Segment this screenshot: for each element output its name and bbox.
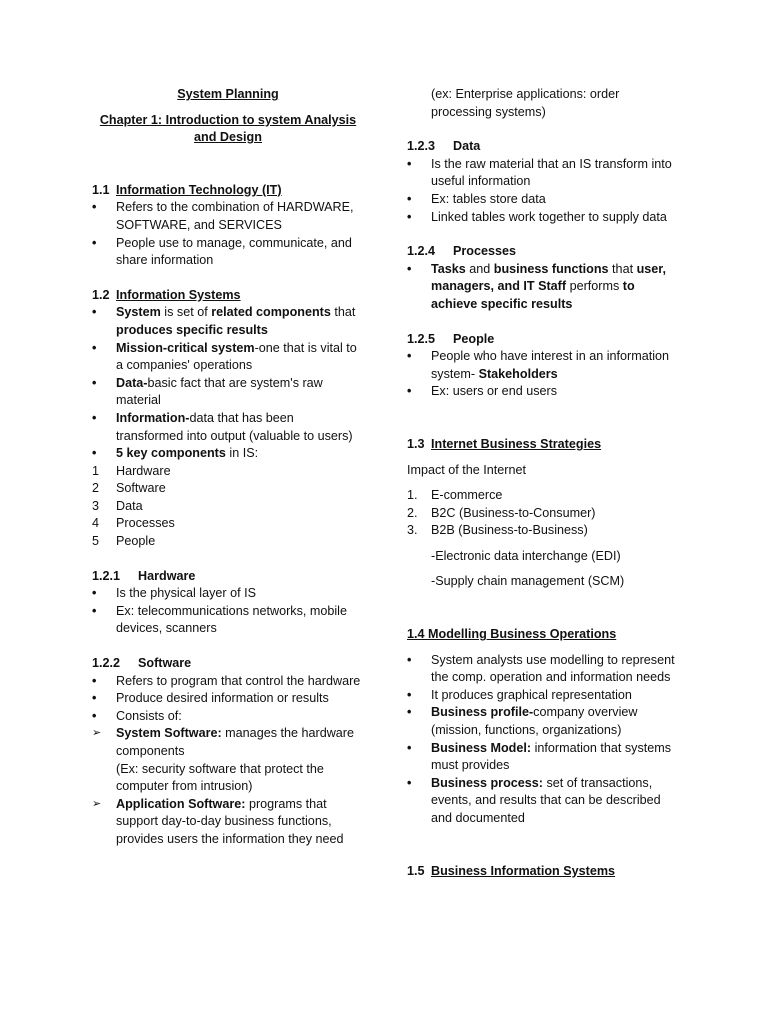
section-1-2-heading: 1.2 Information Systems	[92, 287, 241, 302]
list-item: • Business Model: information that systems must provides	[407, 740, 682, 775]
list-item: • Refers to the combination of HARDWARE, SOFTWARE, and SERVICES	[92, 199, 364, 234]
list-item: • System is set of related components that produces specific results	[92, 304, 364, 339]
document-title: System Planning	[177, 87, 279, 101]
list-item: 5 People	[92, 534, 156, 549]
list-item: • Is the raw material that an IS transform into useful information	[407, 156, 682, 191]
list-item: • Consists of:	[92, 708, 364, 726]
list-item: • Ex: telecommunications networks, mobile devices, scanners	[92, 603, 364, 638]
section-1-1-list	[92, 199, 364, 269]
list-item: • Information-data that has been transformed into output (valuable to users)	[92, 410, 364, 445]
list-item: • Linked tables work together to supply data	[407, 209, 682, 227]
list-item: • Tasks and business functions that user, managers, and IT Staff performs to achieve specific results	[407, 261, 682, 314]
internet-impact-list	[407, 487, 682, 540]
section-1-2-3-list	[407, 156, 682, 226]
section-1-2-2-list	[92, 673, 364, 726]
section-1-2-5-list	[407, 348, 682, 401]
list-item: • Refers to program that control the hardware	[92, 673, 364, 691]
list-item: 1. E-commerce	[407, 488, 503, 503]
continued-text: (ex: Enterprise applications: order processing systems)	[431, 87, 620, 119]
internet-impact-intro: Impact of the Internet	[407, 462, 527, 477]
left-column	[92, 86, 364, 849]
list-item: • Ex: tables store data	[407, 191, 682, 209]
list-item: ➢ System Software: manages the hardware components (Ex: security software that protect the computer from intrusion)	[92, 725, 364, 795]
section-1-2-1-list	[92, 585, 364, 638]
section-1-4-heading: 1.4 Modelling Business Operations	[407, 627, 617, 642]
section-1-2-5-heading: 1.2.5 People	[407, 331, 495, 346]
list-item: 2 Software	[92, 481, 166, 496]
section-1-3-heading: 1.3 Internet Business Strategies	[407, 436, 602, 451]
list-item: • Business profile-company overview (mission, functions, organizations)	[407, 704, 682, 739]
list-item: 1 Hardware	[92, 463, 171, 478]
section-1-2-1-heading: 1.2.1 Hardware	[92, 568, 196, 583]
section-1-2-3-heading: 1.2.3 Data	[407, 139, 481, 154]
list-item: • Business process: set of transactions, events, and results that can be described and documented	[407, 775, 682, 828]
software-types-list	[92, 725, 364, 848]
list-item: • Mission-critical system-one that is vital to a companies' operations	[92, 340, 364, 375]
section-1-2-list	[92, 304, 364, 462]
section-1-2-4-heading: 1.2.4 Processes	[407, 244, 517, 259]
section-1-2-2-heading: 1.2.2 Software	[92, 656, 192, 671]
scm-text: -Supply chain management (SCM)	[431, 574, 625, 589]
section-1-5-heading: 1.5 Business Information Systems	[407, 863, 616, 878]
list-item: • Ex: users or end users	[407, 383, 682, 401]
list-item: 4 Processes	[92, 516, 175, 531]
list-item: • People who have interest in an information system- Stakeholders	[407, 348, 682, 383]
list-item: • System analysts use modelling to represent the comp. operation and information needs	[407, 652, 682, 687]
list-item: ➢ Application Software: programs that support day-to-day business functions, provides users the information they need	[92, 796, 364, 849]
components-list	[92, 463, 364, 551]
list-item: 3. B2B (Business-to-Business)	[407, 523, 588, 538]
list-item: • It produces graphical representation	[407, 687, 682, 705]
list-item: • Data-basic fact that are system's raw material	[92, 375, 364, 410]
chapter-title: Chapter 1: Introduction to system Analysis and Design	[99, 112, 357, 145]
list-item: • People use to manage, communicate, and share information	[92, 235, 364, 270]
list-item: • Is the physical layer of IS	[92, 585, 364, 603]
edi-text: -Electronic data interchange (EDI)	[431, 548, 621, 563]
right-column	[407, 86, 682, 880]
section-1-1-heading: 1.1 Information Technology (IT)	[92, 182, 282, 197]
section-1-2-4-list	[407, 261, 682, 314]
list-item: • Produce desired information or results	[92, 690, 364, 708]
section-1-4-list	[407, 652, 682, 828]
list-item: 2. B2C (Business-to-Consumer)	[407, 505, 596, 520]
list-item: 3 Data	[92, 498, 143, 513]
list-item: • 5 key components in IS:	[92, 445, 364, 463]
